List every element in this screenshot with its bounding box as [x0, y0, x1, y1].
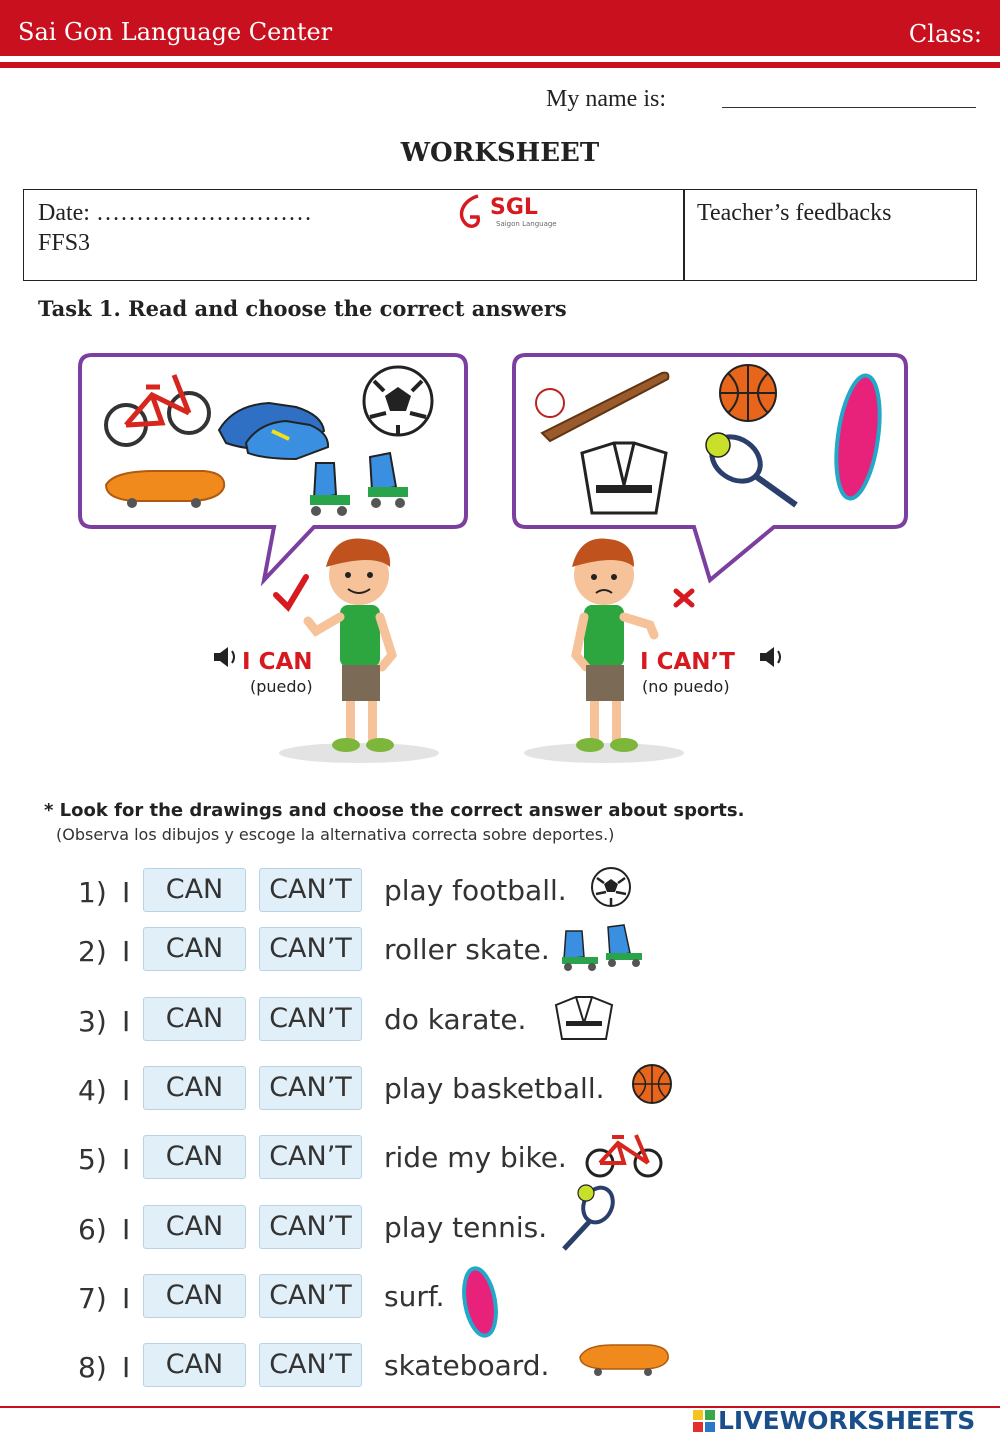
question-phrase: play football.	[384, 874, 567, 907]
date-field: Date: ………………………	[38, 200, 312, 226]
skateboard-icon	[576, 1339, 672, 1379]
roller-skates-icon	[560, 923, 646, 973]
question-pronoun: I	[122, 1282, 131, 1315]
worksheet-title: WORKSHEET	[400, 138, 600, 168]
question-phrase: ride my bike.	[384, 1141, 567, 1174]
cant-translation: (no puedo)	[642, 677, 730, 696]
cant-button[interactable]: CAN’T	[259, 927, 362, 971]
cant-button[interactable]: CAN’T	[259, 1135, 362, 1179]
i-cant-label: I CAN’T	[640, 649, 735, 675]
bike-icon	[584, 1131, 664, 1179]
speaker-icon	[760, 647, 780, 667]
question-row	[0, 1066, 1000, 1116]
can-translation: (puedo)	[250, 677, 313, 696]
task-title: Task 1. Read and choose the correct answers	[38, 296, 567, 321]
karate-gi-icon	[552, 993, 616, 1043]
class-label: Class:	[908, 20, 982, 48]
basketball-icon	[630, 1062, 674, 1106]
basketball-icon	[720, 365, 776, 421]
question-row	[0, 927, 1000, 977]
question-number: 3)	[78, 1005, 107, 1038]
checkmark-icon	[276, 577, 306, 607]
can-button[interactable]: CAN	[143, 1205, 246, 1249]
question-phrase: skateboard.	[384, 1349, 550, 1382]
question-phrase: do karate.	[384, 1003, 527, 1036]
question-number: 1)	[78, 876, 107, 909]
name-label: My name is:	[546, 86, 666, 112]
question-row	[0, 868, 1000, 918]
cant-button[interactable]: CAN’T	[259, 1343, 362, 1387]
course-code: FFS3	[38, 230, 91, 256]
info-divider	[683, 190, 685, 280]
center-name: Sai Gon Language Center	[18, 18, 333, 46]
instructions-english: * Look for the drawings and choose the correct answer about sports.	[44, 800, 745, 821]
question-number: 6)	[78, 1213, 107, 1246]
header-rule	[0, 62, 1000, 68]
question-pronoun: I	[122, 1213, 131, 1246]
question-pronoun: I	[122, 1074, 131, 1107]
question-number: 7)	[78, 1282, 107, 1315]
info-box	[23, 189, 977, 281]
soccer-ball-icon	[364, 367, 432, 435]
logo-text: SGL	[490, 195, 538, 220]
question-row	[0, 1274, 1000, 1324]
can-button[interactable]: CAN	[143, 1343, 246, 1387]
liveworksheets-brand: LIVEWORKSHEETS	[718, 1406, 976, 1435]
question-number: 5)	[78, 1143, 107, 1176]
question-row	[0, 1135, 1000, 1185]
question-row	[0, 1343, 1000, 1393]
instructions-spanish: (Observa los dibujos y escoge la alternativa correcta sobre deportes.)	[56, 825, 615, 844]
can-button[interactable]: CAN	[143, 868, 246, 912]
surfboard-icon	[456, 1264, 504, 1340]
question-phrase: play basketball.	[384, 1072, 605, 1105]
speaker-icon	[214, 647, 234, 667]
question-phrase: roller skate.	[384, 933, 550, 966]
question-row	[0, 997, 1000, 1047]
cant-button[interactable]: CAN’T	[259, 1066, 362, 1110]
i-can-label: I CAN	[242, 649, 313, 675]
cant-button[interactable]: CAN’T	[259, 1274, 362, 1318]
question-phrase: play tennis.	[384, 1211, 548, 1244]
question-pronoun: I	[122, 1005, 131, 1038]
can-button[interactable]: CAN	[143, 927, 246, 971]
liveworksheets-logo-icon	[693, 1410, 715, 1432]
can-button[interactable]: CAN	[143, 997, 246, 1041]
football-icon	[588, 864, 634, 910]
cross-icon	[676, 591, 692, 605]
question-number: 4)	[78, 1074, 107, 1107]
tennis-racket-icon	[556, 1183, 618, 1253]
cant-button[interactable]: CAN’T	[259, 868, 362, 912]
can-button[interactable]: CAN	[143, 1135, 246, 1179]
karate-gi-icon	[582, 443, 666, 513]
name-field[interactable]	[722, 107, 976, 108]
question-phrase: surf.	[384, 1280, 445, 1313]
sgl-logo	[456, 192, 566, 232]
question-pronoun: I	[122, 1351, 131, 1384]
teacher-feedback-label: Teacher’s feedbacks	[697, 200, 892, 226]
can-button[interactable]: CAN	[143, 1066, 246, 1110]
can-button[interactable]: CAN	[143, 1274, 246, 1318]
logo-subtext: Saigon Language	[496, 220, 557, 228]
question-pronoun: I	[122, 876, 131, 909]
question-row	[0, 1205, 1000, 1255]
question-pronoun: I	[122, 1143, 131, 1176]
question-number: 8)	[78, 1351, 107, 1384]
cant-button[interactable]: CAN’T	[259, 997, 362, 1041]
question-number: 2)	[78, 935, 107, 968]
question-pronoun: I	[122, 935, 131, 968]
can-cant-illustration	[34, 335, 964, 795]
cant-button[interactable]: CAN’T	[259, 1205, 362, 1249]
